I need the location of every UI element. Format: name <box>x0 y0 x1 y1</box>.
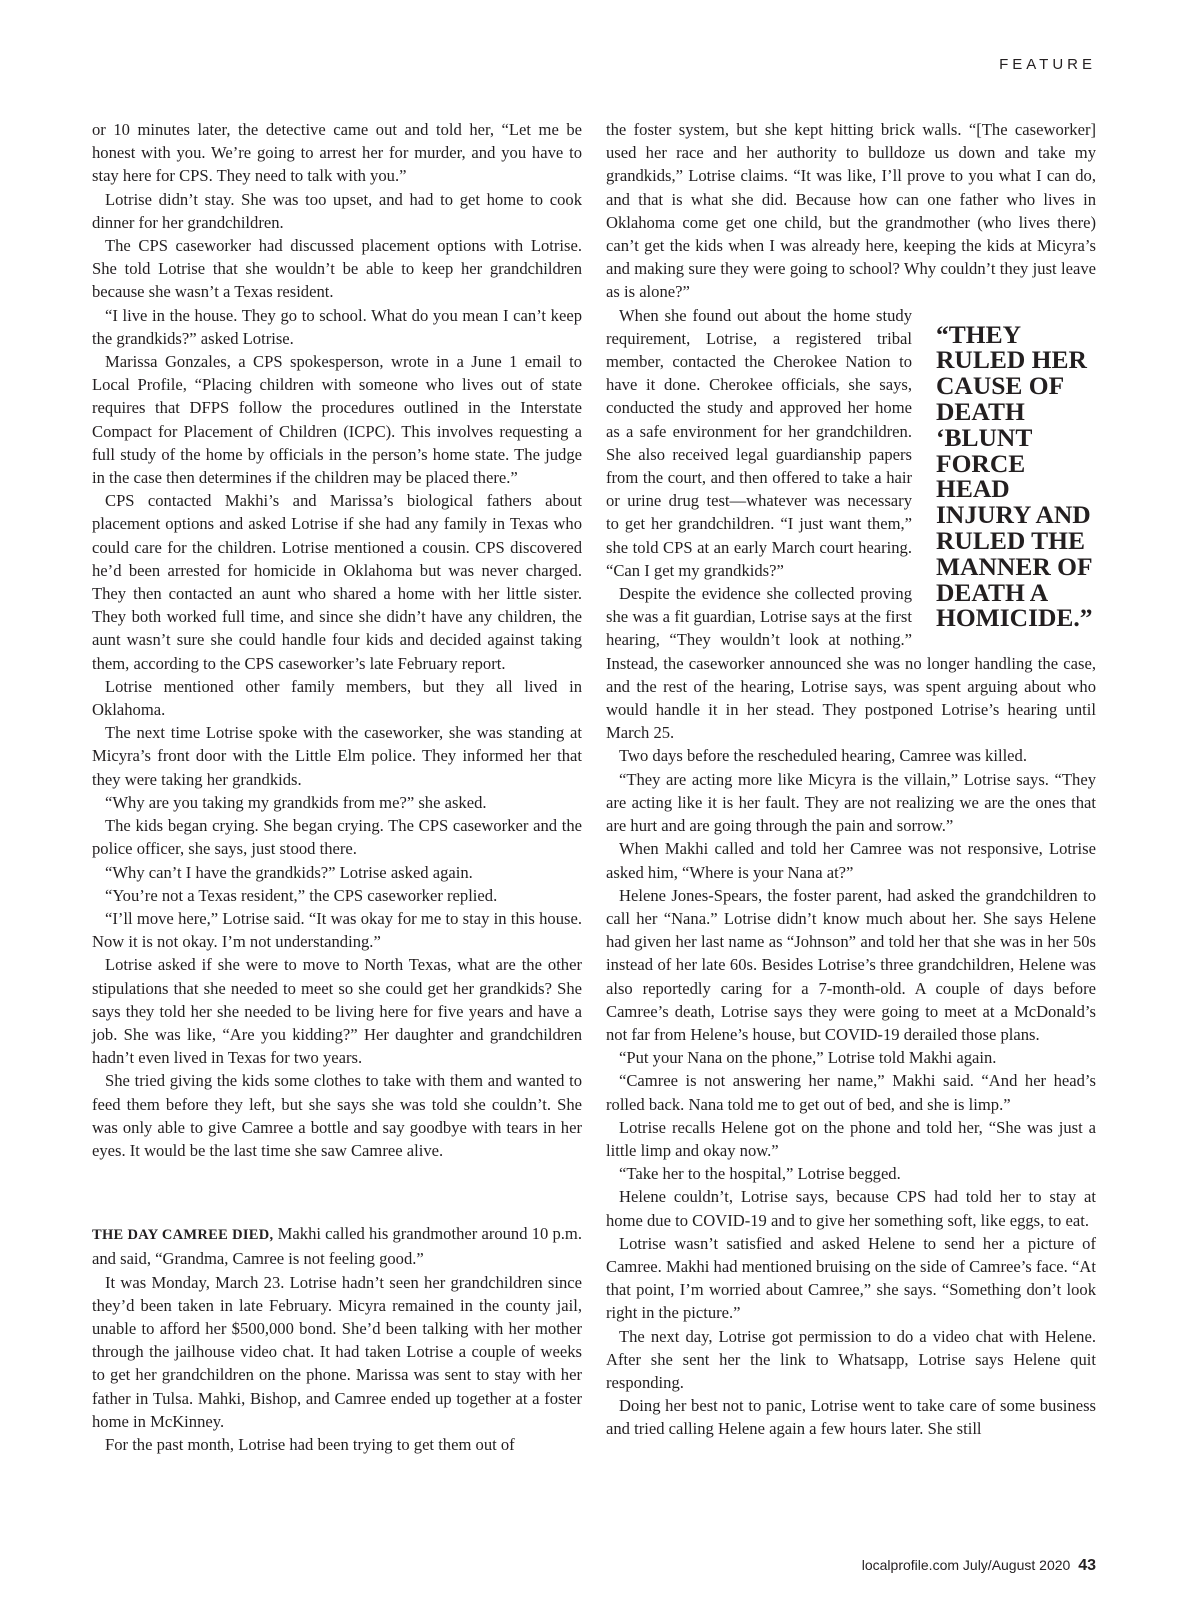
paragraph: “I’ll move here,” Lotrise said. “It was okay for me to stay in this house. Now it is not okay. I’m not understanding.” <box>92 908 582 952</box>
paragraph: “Camree is not answering her name,” Makhi said. “And her head’s rolled back. Nana told me to get out of bed, and she is limp.” <box>606 1071 1096 1114</box>
page-footer <box>862 1557 1096 1575</box>
paragraph: Lotrise recalls Helene got on the phone and told her, “She was just a little limp and okay now.” <box>606 1117 1096 1160</box>
paragraph: the foster system, but she kept hitting brick walls. “[The caseworker] used her race and her authority to bulldoze us down and take my grandkids,” Lotrise claims. “It was like, I’ll prove to you what I can do, and that is what she did. Because how can one father who lives in Oklahoma come get one child, but the grandmother (who lives there) can’t get the kids when I was already here, keeping the kids at Micyra’s and making sure they were going to school? Why couldn’t they just leave as is alone?” <box>606 120 1096 302</box>
paragraph: When she found out about the home study requirement, Lotrise, a registered tribal member, contacted the Cherokee Nation to have it done. Cherokee officials, she says, conducted the study and approved her home as a safe environment for her grandchildren. She also received legal guardianship papers from the court, and then offered to take a hair or urine drug test—whatever was necessary to get her grandchildren. “I just want them,” she told CPS at an early March court hearing. “Can I get my grandkids?” <box>606 305 912 580</box>
paragraph: The CPS caseworker had discussed placement options with Lotrise. She told Lotrise that she wouldn’t be able to keep her grandchildren because she wasn’t a Texas resident. <box>92 236 582 302</box>
paragraph: Helene couldn’t, Lotrise says, because CPS had told her to stay at home due to COVID-19 and to give her something soft, like eggs, to eat. <box>606 1187 1096 1230</box>
page-number: 43 <box>1078 1557 1096 1574</box>
paragraph: The kids began crying. She began crying. The CPS caseworker and the police officer, she says, just stood there. <box>92 816 582 859</box>
paragraph: Doing her best not to panic, Lotrise went to take care of some business and tried calling Helene again a few hours later. She still <box>606 1396 1096 1439</box>
paragraph: Lotrise wasn’t satisfied and asked Helene to send her a picture of Camree. Makhi had mentioned bruising on the side of Camree’s face. “At that point, I’m worried about Camree,” she says. “Something don’t look right in the picture.” <box>606 1233 1096 1323</box>
paragraph: or 10 minutes later, the detective came out and told her, “Let me be honest with you. We’re going to arrest her for murder, and you have to stay here for CPS. They need to talk with you.” <box>92 120 582 186</box>
paragraph: Two days before the rescheduled hearing, Camree was killed. <box>619 746 1027 766</box>
paragraph: “Why are you taking my grandkids from me?” she asked. <box>105 792 487 812</box>
paragraph: She tried giving the kids some clothes to take with them and wanted to feed them before they left, but she says she was told she couldn’t. She was only able to give Camree a bottle and say goodbye with tears in her eyes. It would be the last time she saw Camree alive. <box>92 1071 582 1160</box>
paragraph: Despite the evidence she collected proving she was a fit guardian, Lotrise says at the first hearing, “They wouldn’t look at nothing.” Instead, the caseworker announced she was no longer handling the case, and the rest of the hearing, Lotrise says, was spent arguing about who would handle it in her stead. They postponed Lotrise’s hearing until March 25. <box>606 584 1096 743</box>
left-column <box>92 118 582 1456</box>
paragraph: The next day, Lotrise got permission to do a video chat with Helene. After she sent her the link to Whatsapp, Lotrise says Helene quit responding. <box>606 1326 1096 1392</box>
section-opening-text: Makhi called his grandmother around 10 p.m. and said, “Grandma, Camree is not feeling good.” <box>92 1224 582 1269</box>
section-lead-in: THE DAY CAMREE DIED, <box>92 1227 274 1244</box>
right-column <box>606 118 1096 1441</box>
paragraph: Lotrise mentioned other family members, but they all lived in Oklahoma. <box>92 676 582 720</box>
paragraph: “I live in the house. They go to school. What do you mean I can’t keep the grandkids?” asked Lotrise. <box>92 305 582 348</box>
paragraph: “Take her to the hospital,” Lotrise begged. <box>619 1164 901 1184</box>
paragraph: For the past month, Lotrise had been trying to get them out of <box>105 1434 515 1454</box>
footer-site-date: localprofile.com July/August 2020 <box>861 1557 1071 1573</box>
paragraph: Marissa Gonzales, a CPS spokesperson, wrote in a June 1 email to Local Profile, “Placing children with someone who lives out of state requires that DFPS follow the procedures outlined in the Interstate Compact for Placement of Children (ICPC). This involves requesting a full study of the home by officials in the person’s home state. The judge in the case then determines if the children may be placed there.” <box>92 352 582 488</box>
paragraph: “You’re not a Texas resident,” the CPS caseworker replied. <box>105 885 498 905</box>
section-opening-paragraph <box>92 1222 582 1270</box>
paragraph: CPS contacted Makhi’s and Marissa’s biological fathers about placement options and asked Lotrise if she had any family in Texas who could care for the children. Lotrise mentioned a cousin. CPS discovered he’d been arrested for homicide in Oklahoma but was never charged. They then contacted an aunt who shared a home with her little sister. They both worked full time, and since she didn’t have any children, the aunt wasn’t sure she could handle four kids and decided against taking them, according to the CPS caseworker’s late February report. <box>92 491 582 673</box>
paragraph: Lotrise asked if she were to move to North Texas, what are the other stipulations that she needed to meet so she could get her grandkids? She says they told her she needed to be living here for five years and have a job. She was like, “Are you kidding?” Her daughter and grandchildren hadn’t even lived in Texas for two years. <box>92 955 582 1068</box>
paragraph: “Why can’t I have the grandkids?” Lotrise asked again. <box>105 862 473 882</box>
paragraph: Lotrise didn’t stay. She was too upset, and had to get home to cook dinner for her grandchildren. <box>92 189 582 232</box>
paragraph: The next time Lotrise spoke with the caseworker, she was standing at Micyra’s front door with the Little Elm police. They informed her that they were taking her grandkids. <box>92 723 582 789</box>
paragraph: “Put your Nana on the phone,” Lotrise told Makhi again. <box>619 1048 997 1068</box>
section-label: FEATURE <box>999 56 1096 73</box>
paragraph: When Makhi called and told her Camree was not responsive, Lotrise asked him, “Where is your Nana at?” <box>606 839 1096 882</box>
paragraph: Helene Jones-Spears, the foster parent, had asked the grandchildren to call her “Nana.” Lotrise didn’t know much about her. She says Helene had given her last name as “Johnson” and told her that she was in her 50s instead of her late 60s. Besides Lotrise’s three grandchildren, Helene was also reportedly caring for a 7-month-old. A couple of days before Camree’s death, Lotrise says they were going to meet at a McDonald’s not far from Helene’s house, but COVID-19 derailed those plans. <box>606 885 1096 1044</box>
paragraph: “They are acting more like Micyra is the villain,” Lotrise says. “They are acting like it is her fault. They are not realizing we are the ones that are hurt and are going through the pain and sorrow.” <box>606 769 1096 836</box>
paragraph: It was Monday, March 23. Lotrise hadn’t seen her grandchildren since they’d been taken in late February. Micyra remained in the county jail, unable to afford her $500,000 bond. She’d been talking with her mother through the jailhouse video chat. It had taken Lotrise a couple of weeks to get her grandchildren on the phone. Marissa was sent to stay with her father in Tulsa. Mahki, Bishop, and Camree ended up together at a foster home in McKinney. <box>92 1272 582 1431</box>
pull-quote: “THEY RULED HER CAUSE OF DEATH ‘BLUNT FORCE HEAD INJURY AND RULED THE MANNER OF DEATH A HOMICIDE.” <box>936 319 1093 633</box>
